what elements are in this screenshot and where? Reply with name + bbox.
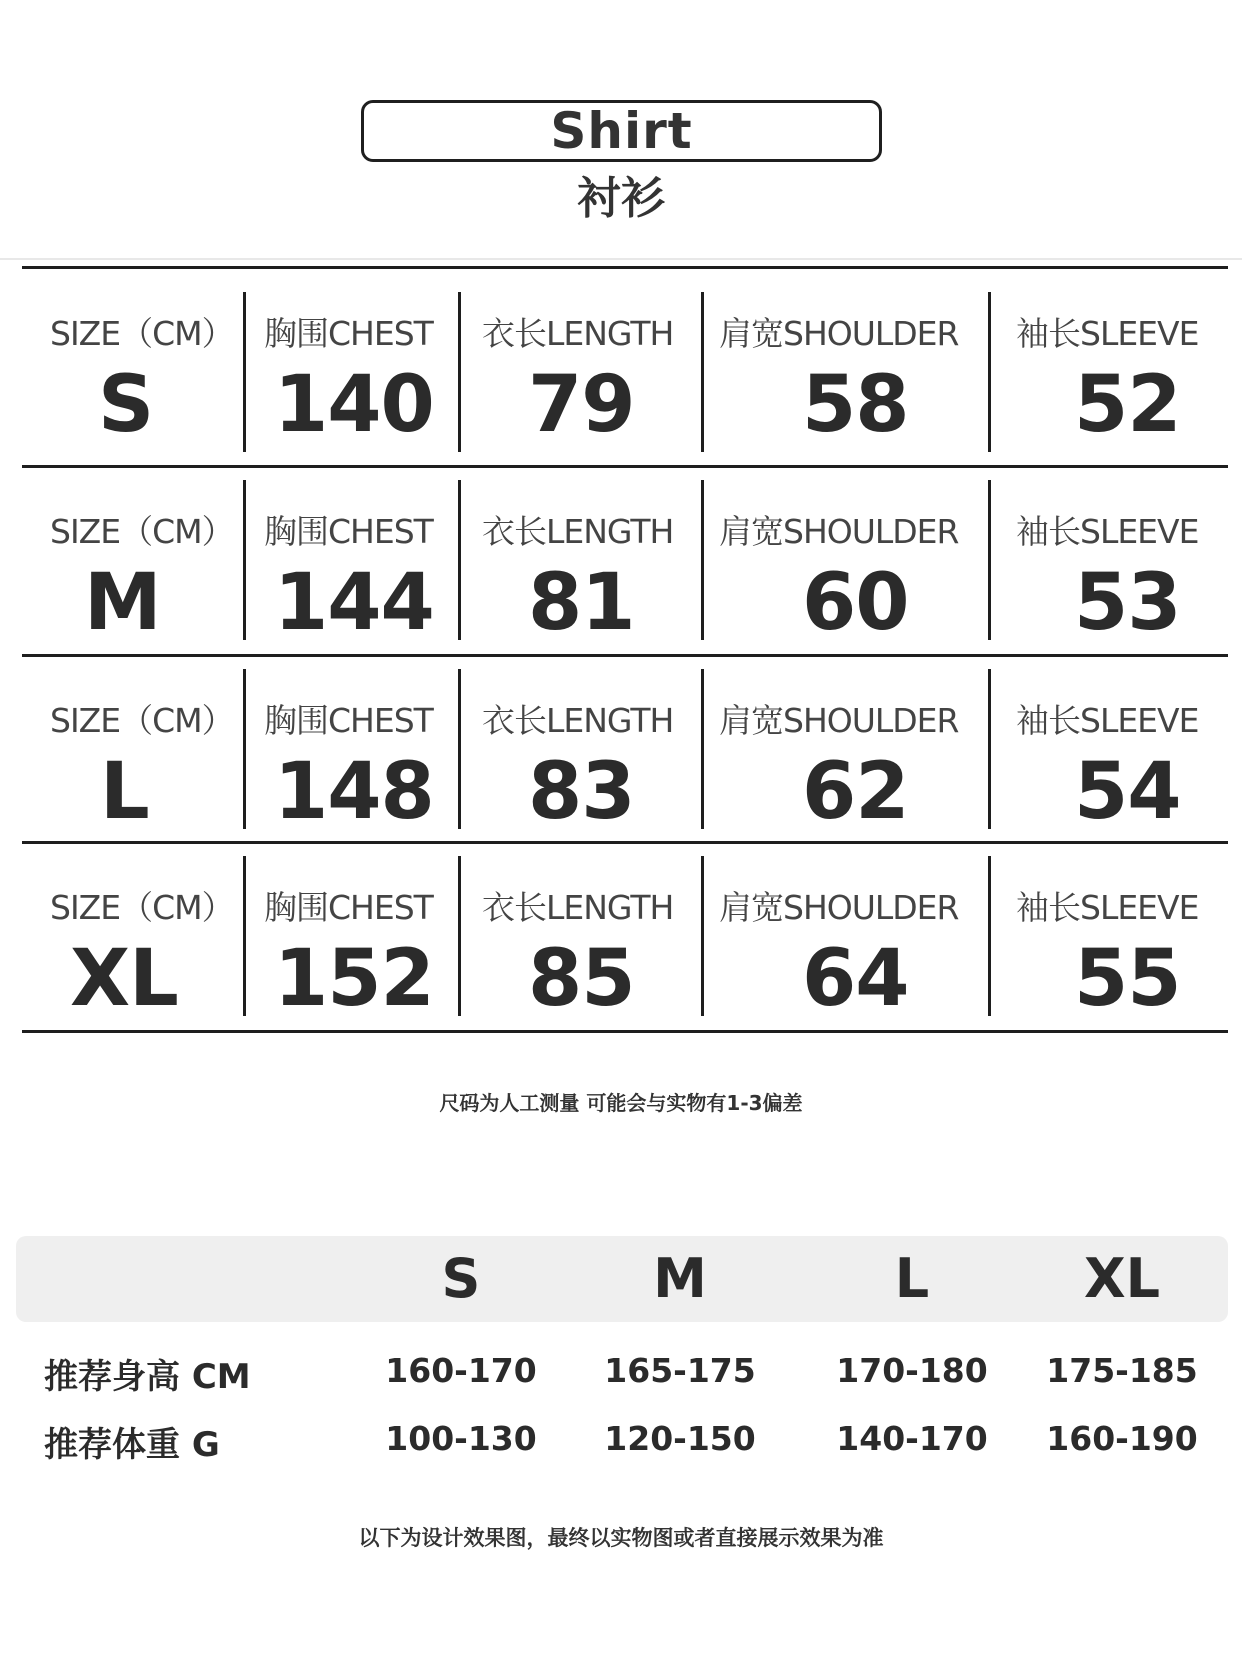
header-sleeve: 袖长SLEEVE xyxy=(1016,888,1199,927)
value-shoulder: 58 xyxy=(802,360,909,450)
table-row xyxy=(22,661,1228,849)
value-size: L xyxy=(100,747,149,837)
column-divider xyxy=(988,292,991,452)
column-divider xyxy=(243,292,246,452)
value-size: M xyxy=(84,558,161,648)
column-divider xyxy=(701,480,704,640)
value-chest: 144 xyxy=(274,558,434,648)
value-length: 81 xyxy=(528,558,635,648)
recommend-size-m: M xyxy=(653,1247,707,1310)
header-length: 衣长LENGTH xyxy=(482,512,674,551)
column-divider xyxy=(458,856,461,1016)
value-shoulder: 64 xyxy=(802,934,909,1024)
column-divider xyxy=(988,480,991,640)
title-cn: 衬衫 xyxy=(577,173,665,224)
table-rule xyxy=(22,465,1228,468)
weight-label: 推荐体重 G xyxy=(44,1425,220,1465)
column-divider xyxy=(458,669,461,829)
title-box xyxy=(361,100,882,162)
header-sleeve: 袖长SLEEVE xyxy=(1016,512,1199,551)
header-shoulder: 肩宽SHOULDER xyxy=(719,314,959,353)
value-sleeve: 54 xyxy=(1074,747,1181,837)
column-divider xyxy=(243,480,246,640)
table-row xyxy=(22,472,1228,660)
header-sleeve: 袖长SLEEVE xyxy=(1016,701,1199,740)
table-rule xyxy=(22,266,1228,269)
column-divider xyxy=(458,292,461,452)
column-divider xyxy=(243,856,246,1016)
value-sleeve: 53 xyxy=(1074,558,1181,648)
value-shoulder: 60 xyxy=(802,558,909,648)
measurement-note: 尺码为人工测量 可能会与实物有1-3偏差 xyxy=(439,1091,803,1115)
weight-value-l: 140-170 xyxy=(836,1419,988,1458)
header-length: 衣长LENGTH xyxy=(482,888,674,927)
recommend-size-l: L xyxy=(894,1247,930,1310)
recommend-size-xl: XL xyxy=(1083,1247,1161,1310)
column-divider xyxy=(701,856,704,1016)
height-label: 推荐身高 CM xyxy=(44,1357,251,1397)
height-value-m: 165-175 xyxy=(604,1351,756,1390)
column-divider xyxy=(243,669,246,829)
value-sleeve: 52 xyxy=(1074,360,1181,450)
value-chest: 148 xyxy=(274,747,434,837)
value-size: S xyxy=(98,360,154,450)
top-divider xyxy=(0,258,1242,260)
column-divider xyxy=(988,669,991,829)
header-chest: 胸围CHEST xyxy=(264,701,433,740)
header-length: 衣长LENGTH xyxy=(482,314,674,353)
weight-value-s: 100-130 xyxy=(385,1419,537,1458)
weight-value-xl: 160-190 xyxy=(1046,1419,1198,1458)
column-divider xyxy=(701,669,704,829)
header-chest: 胸围CHEST xyxy=(264,314,433,353)
header-size: SIZE（CM） xyxy=(50,314,234,353)
header-sleeve: 袖长SLEEVE xyxy=(1016,314,1199,353)
value-chest: 152 xyxy=(274,934,434,1024)
value-size: XL xyxy=(70,934,178,1024)
value-length: 83 xyxy=(528,747,635,837)
header-size: SIZE（CM） xyxy=(50,512,234,551)
value-length: 85 xyxy=(528,934,635,1024)
header-chest: 胸围CHEST xyxy=(264,512,433,551)
column-divider xyxy=(458,480,461,640)
value-length: 79 xyxy=(528,360,635,450)
height-value-xl: 175-185 xyxy=(1046,1351,1198,1390)
header-chest: 胸围CHEST xyxy=(264,888,433,927)
value-chest: 140 xyxy=(274,360,434,450)
recommend-size-s: S xyxy=(441,1247,481,1310)
header-length: 衣长LENGTH xyxy=(482,701,674,740)
table-row xyxy=(22,274,1228,462)
column-divider xyxy=(988,856,991,1016)
weight-value-m: 120-150 xyxy=(604,1419,756,1458)
table-row xyxy=(22,848,1228,1036)
header-shoulder: 肩宽SHOULDER xyxy=(719,512,959,551)
height-value-l: 170-180 xyxy=(836,1351,988,1390)
value-shoulder: 62 xyxy=(802,747,909,837)
title-en: Shirt xyxy=(550,102,693,160)
header-size: SIZE（CM） xyxy=(50,701,234,740)
header-shoulder: 肩宽SHOULDER xyxy=(719,701,959,740)
header-shoulder: 肩宽SHOULDER xyxy=(719,888,959,927)
value-sleeve: 55 xyxy=(1074,934,1181,1024)
display-note: 以下为设计效果图，最终以实物图或者直接展示效果为准 xyxy=(358,1526,884,1550)
column-divider xyxy=(701,292,704,452)
header-size: SIZE（CM） xyxy=(50,888,234,927)
height-value-s: 160-170 xyxy=(385,1351,537,1390)
